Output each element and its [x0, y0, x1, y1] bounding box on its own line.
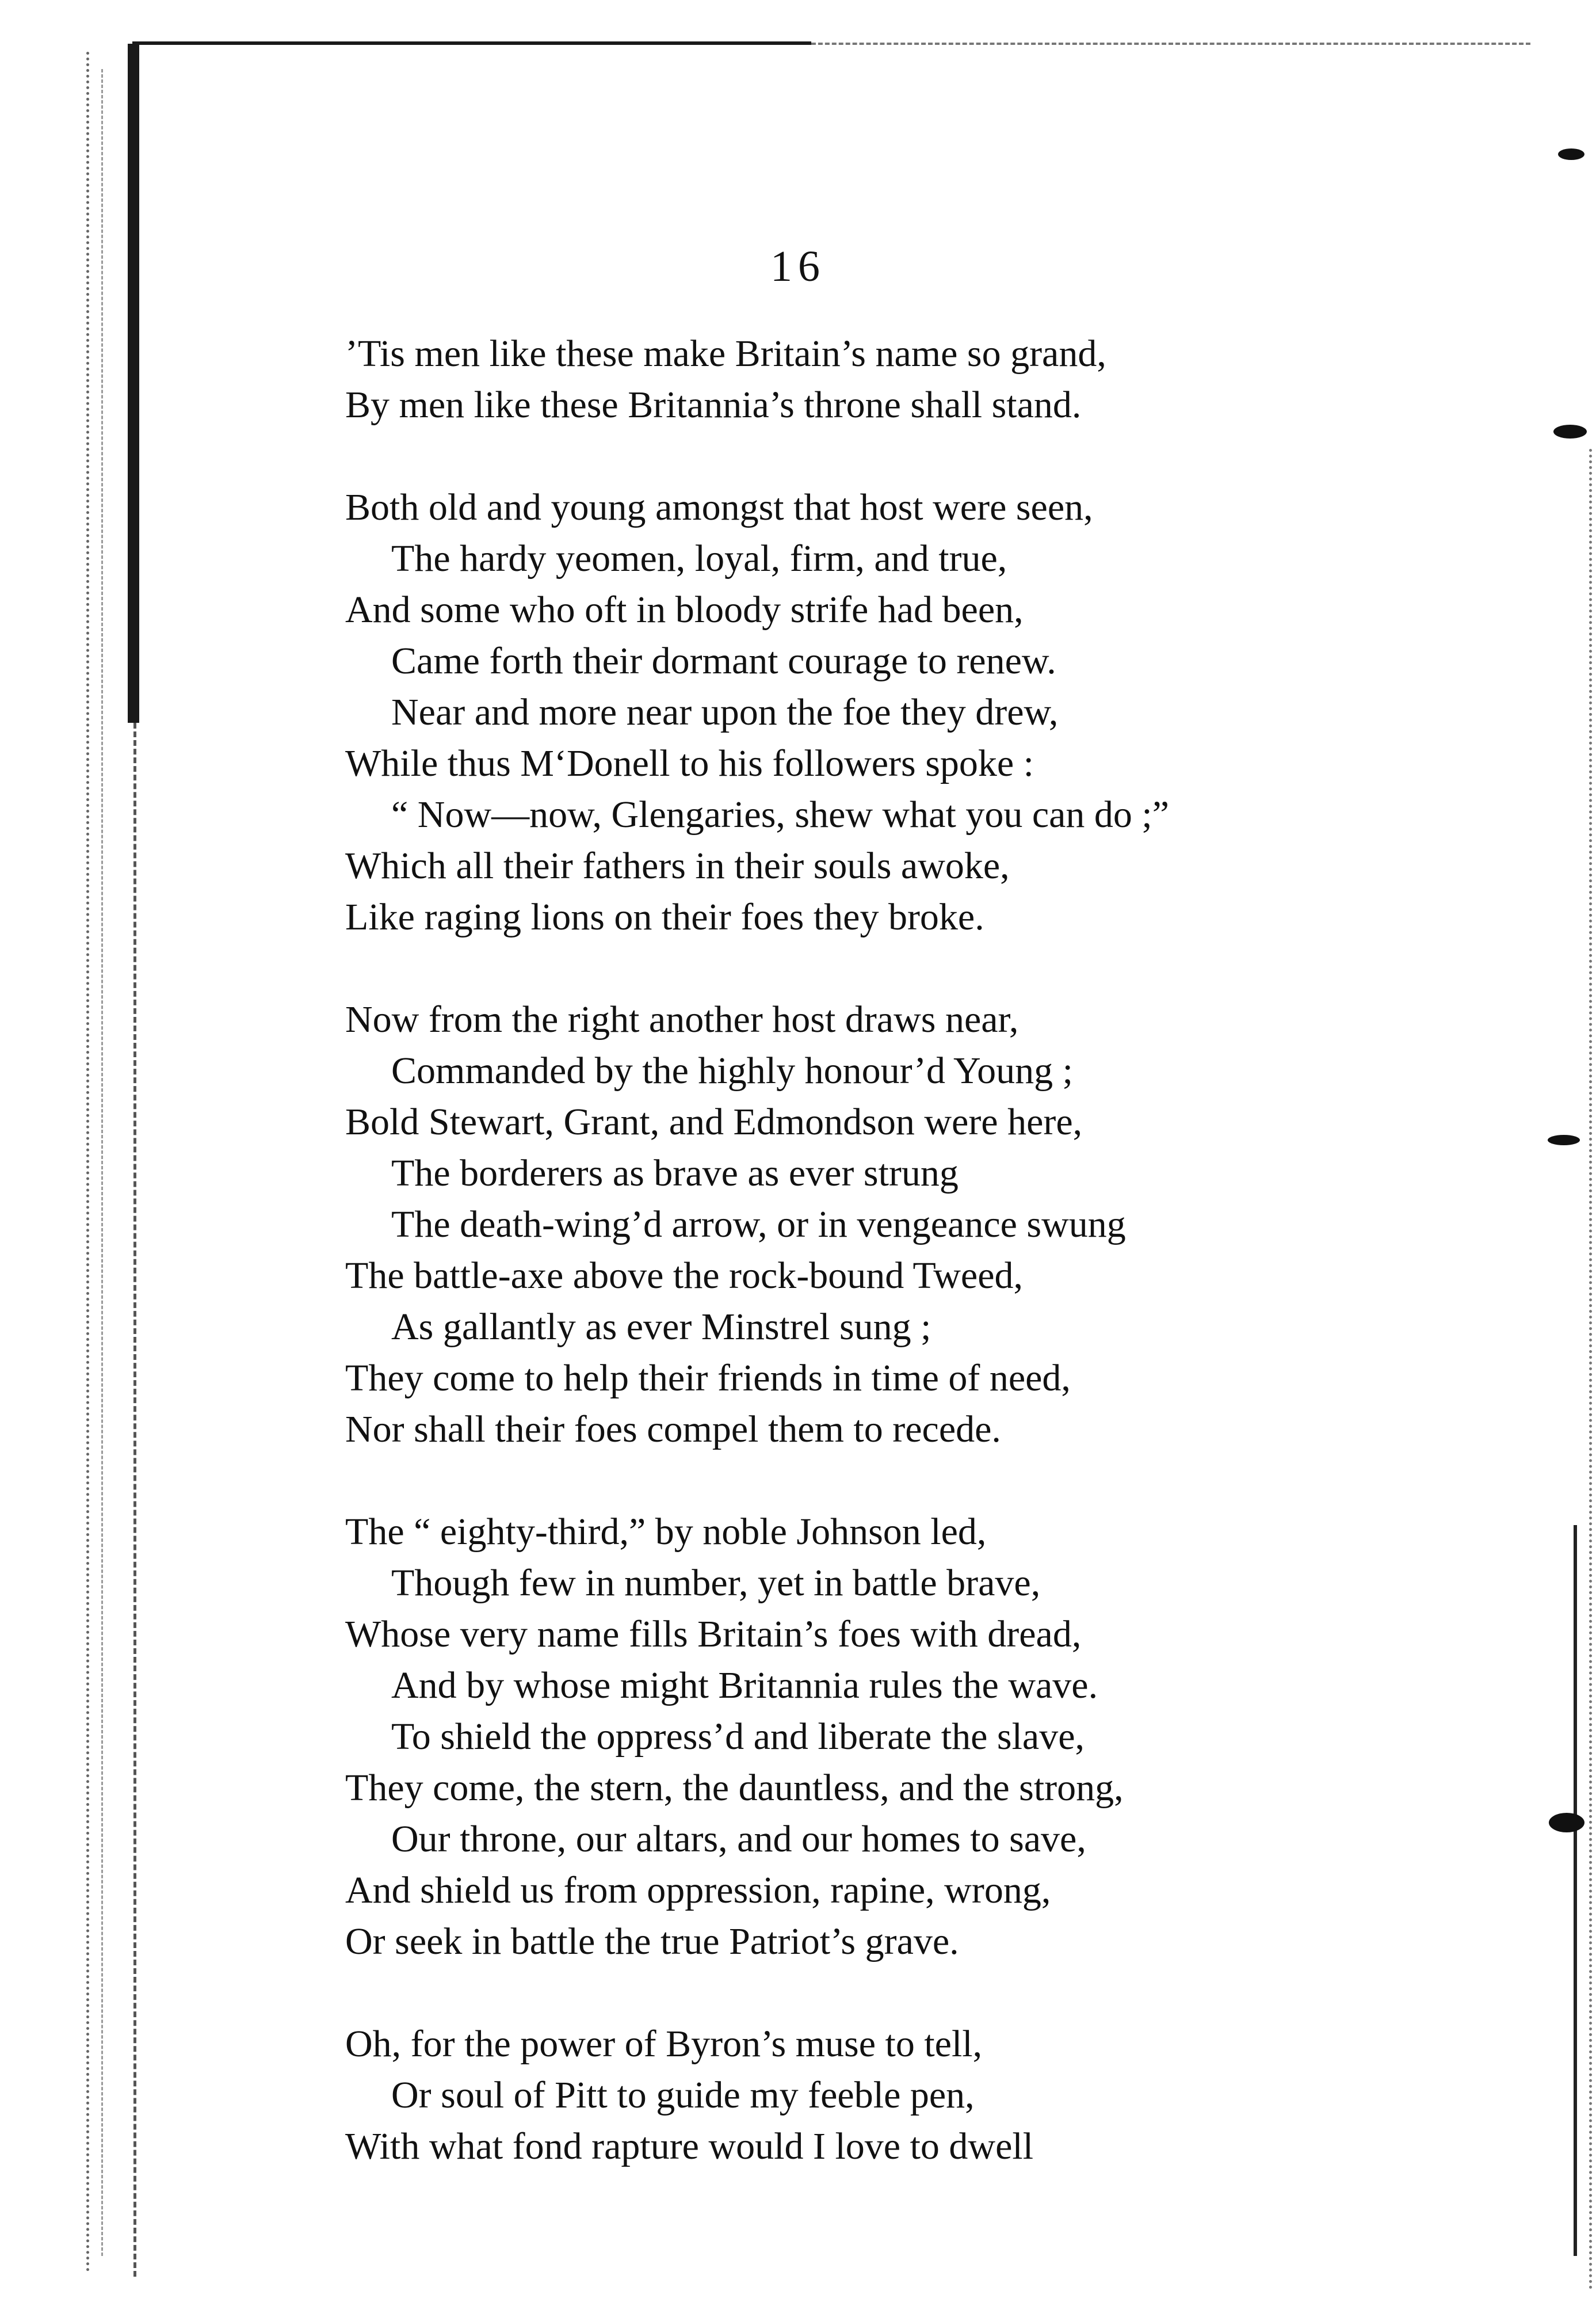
ink-smudge: [1548, 1135, 1580, 1145]
poem-line: Whose very name fills Britain’s foes with dread,: [345, 1613, 1082, 1655]
poem-line: Which all their fathers in their souls awoke,: [345, 845, 1010, 887]
poem-line: While thus M‘Donell to his followers spoke :: [345, 742, 1034, 784]
poem-line: Though few in number, yet in battle brave,: [391, 1562, 1041, 1604]
top-border-rule: [132, 41, 811, 45]
poem-line: And shield us from oppression, rapine, wrong,: [345, 1869, 1051, 1911]
left-page-edge: [86, 52, 89, 2273]
poem-line: The death-wing’d arrow, or in vengeance swung: [391, 1203, 1126, 1245]
ink-smudge: [1558, 148, 1584, 160]
poem-line: Near and more near upon the foe they drew,: [391, 691, 1059, 733]
stanza: [345, 328, 1496, 430]
poem-line: The battle-axe above the rock-bound Tweed,: [345, 1255, 1024, 1297]
ink-smudge: [1553, 425, 1587, 439]
left-page-edge-inner: [101, 69, 103, 2256]
right-page-edge: [1589, 449, 1592, 2290]
poem-line: As gallantly as ever Minstrel sung ;: [391, 1306, 931, 1348]
poem-line: Nor shall their foes compel them to recede.: [345, 1408, 1001, 1450]
page-number: 16: [770, 242, 826, 291]
right-margin-line: [1574, 1525, 1577, 2256]
poem-line: Or seek in battle the true Patriot’s grave.: [345, 1920, 959, 1962]
poem-line: And some who oft in bloody strife had been,: [345, 589, 1024, 631]
poem-line: Came forth their dormant courage to renew.: [391, 640, 1056, 682]
poem-line: With what fond rapture would I love to dwell: [345, 2125, 1034, 2167]
left-binding-edge-lower: [133, 723, 140, 2277]
left-binding-edge: [128, 44, 139, 723]
stanza: [345, 1506, 1496, 1967]
stanza: [345, 2018, 1496, 2172]
poem-line: Commanded by the highly honour’d Young ;: [391, 1050, 1073, 1092]
poem-line: ’Tis men like these make Britain’s name so grand,: [345, 333, 1106, 375]
stanza: [345, 482, 1496, 943]
poem-line: Now from the right another host draws near,: [345, 998, 1019, 1041]
poem-line: By men like these Britannia’s throne shall stand.: [345, 384, 1082, 426]
poem-line: “ Now—now, Glengaries, shew what you can do ;”: [391, 794, 1170, 836]
poem-line: Oh, for the power of Byron’s muse to tell,: [345, 2023, 983, 2065]
top-border-dashed: [811, 43, 1530, 45]
ink-smudge: [1549, 1813, 1584, 1832]
poem-line: They come, the stern, the dauntless, and the strong,: [345, 1767, 1124, 1809]
poem-line: Like raging lions on their foes they broke.: [345, 896, 984, 938]
poem-line: And by whose might Britannia rules the wave.: [391, 1664, 1098, 1706]
poem-line: They come to help their friends in time of need,: [345, 1357, 1071, 1399]
poem-text: [345, 328, 1496, 2223]
stanza: [345, 994, 1496, 1455]
poem-line: Our throne, our altars, and our homes to save,: [391, 1818, 1086, 1860]
poem-line: Bold Stewart, Grant, and Edmondson were here,: [345, 1101, 1083, 1143]
poem-line: The “ eighty-third,” by noble Johnson led,: [345, 1511, 987, 1553]
poem-line: The borderers as brave as ever strung: [391, 1152, 959, 1194]
poem-line: To shield the oppress’d and liberate the slave,: [391, 1716, 1085, 1758]
poem-line: The hardy yeomen, loyal, firm, and true,: [391, 538, 1007, 580]
poem-line: Or soul of Pitt to guide my feeble pen,: [391, 2074, 975, 2116]
poem-line: Both old and young amongst that host were seen,: [345, 486, 1093, 528]
